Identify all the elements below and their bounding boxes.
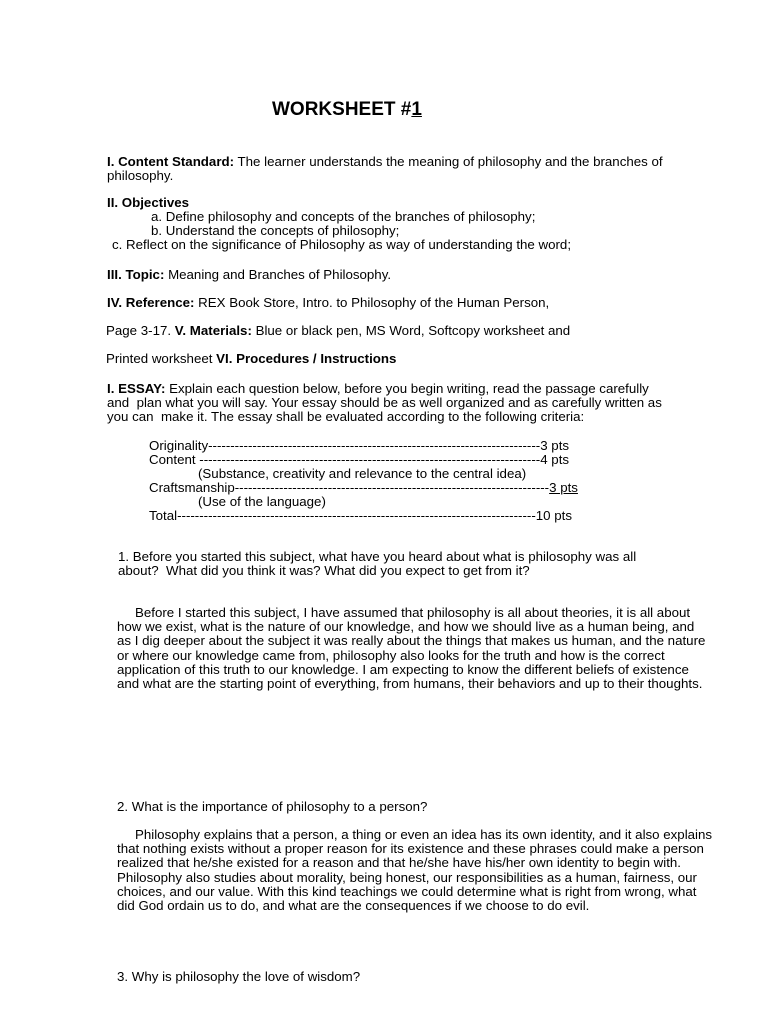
essay-instructions [107,381,666,425]
content-standard-text: The learner understands the meaning of philosophy and the branches of philosophy. [107,154,670,184]
essay-label: I. ESSAY: [107,381,166,396]
criteria-craftsmanship-note: (Use of the language) [198,494,326,509]
page-title [272,98,422,122]
reference [107,296,707,310]
answer-1: Before I started this subject, I have assumed that philosophy is all about theories, it is all about how we exist, what is the nature of our knowledge, and how we should live as a human being, and as I dig deeper about the subject it was really about the things that makes us human, and the nature or where our knowledge came from, philosophy also looks for the truth and how is the correct application of this truth to our knowledge. I am expecting to know the different beliefs of existence and what are the starting point of everything, from humans, their behaviors and up to their thoughts. [117,605,710,692]
materials-label: V. Materials: [174,323,252,338]
craftsmanship-points: 3 pts [549,480,578,495]
reference-page: Page 3-17. [106,323,175,338]
reference-label: IV. Reference: [107,295,195,310]
materials-text: Blue or black pen, MS Word, Softcopy worksheet and [251,323,571,338]
content-standard-label: I. Content Standard: [107,154,235,169]
title-prefix: WORKSHEET # [272,99,412,120]
essay-text: Explain each question below, before you begin writing, read the passage carefully and plan what you will say. Your essay should be as well organized and as carefully written as you can make it. The essay shall be evaluated according to the following criteria: [107,381,666,425]
question-1: 1. Before you started this subject, what have you heard about what is philosophy was all about? What did you think it was? What did you expect to get from it? [118,549,640,579]
criteria-total: Total---------------------------------------------------------------------------------10 pts [149,508,572,523]
objective-item: c. Reflect on the significance of Philosophy as way of understanding the word; [112,237,572,252]
craftsmanship-label: Craftsmanship----------------------------------------------------------------------- [149,480,550,495]
procedures-line [106,352,706,366]
objectives-label: II. Objectives [107,195,190,210]
objective-item: b. Understand the concepts of philosophy; [151,223,400,238]
topic-text: Meaning and Branches of Philosophy. [164,267,392,282]
topic-label: III. Topic: [107,267,165,282]
procedures-label: VI. Procedures / Instructions [216,351,397,366]
question-2: 2. What is the importance of philosophy to a person? [117,799,428,814]
question-3: 3. Why is philosophy the love of wisdom? [117,969,361,984]
title-number: 1 [411,99,422,120]
criteria-content-note: (Substance, creativity and relevance to the central idea) [198,466,527,481]
objective-item: a. Define philosophy and concepts of the branches of philosophy; [151,209,536,224]
topic [107,268,667,282]
printed-worksheet-text: Printed worksheet [106,351,217,366]
reference-text: REX Book Store, Intro. to Philosophy of the Human Person, [194,295,550,310]
materials-line [106,324,706,338]
criteria-content: Content -----------------------------------------------------------------------------4 pts [149,452,570,467]
criteria-originality: Originality---------------------------------------------------------------------------3 pts [149,438,570,453]
content-standard [107,154,670,184]
answer-2: Philosophy explains that a person, a thing or even an idea has its own identity, and it also explains that nothing exists without a proper reason for its existence and these phrases could make a person realized that he/she existed for a reason and that he/she have his/her own identity to begin with. Philosophy also studies about morality, being honest, our responsibilities as a human, fairness, our choices, and our value. With this kind teachings we could determine what is right from wrong, what did God ordain us to do, and what are the consequences if we choose to do evil. [117,827,716,914]
